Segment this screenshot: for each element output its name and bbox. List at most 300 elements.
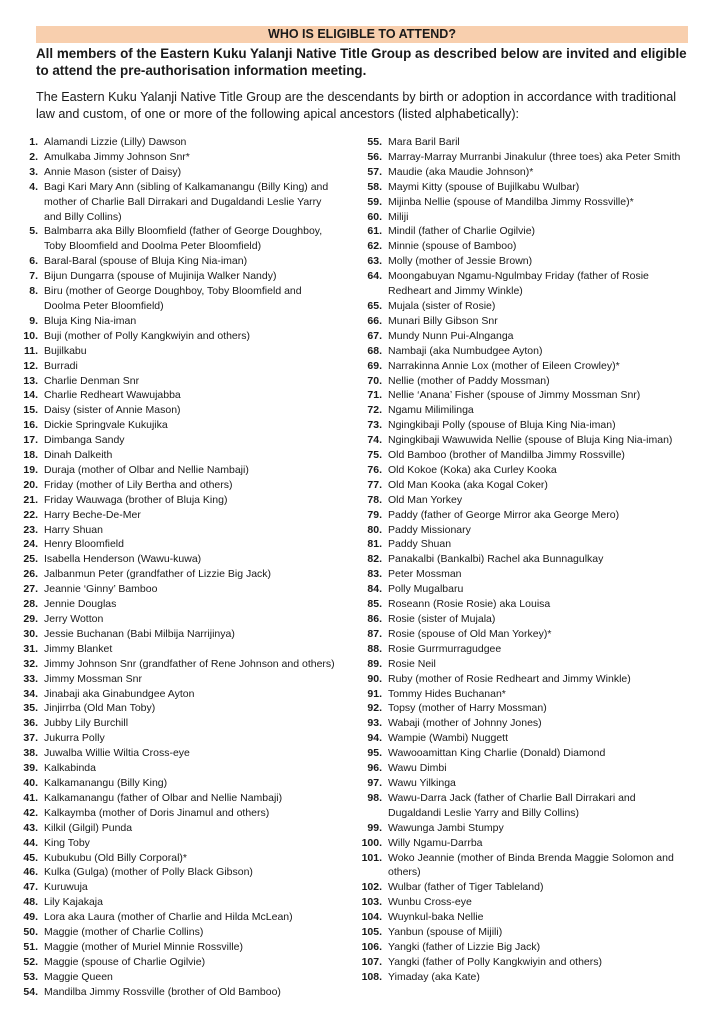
list-item-number: 100.	[361, 836, 382, 849]
list-item-number: 105.	[361, 926, 382, 939]
list-item-number: 65.	[367, 299, 382, 312]
list-item-text: Kalkamanangu (father of Olbar and Nellie Nambaji)	[44, 791, 283, 804]
list-item-text: Rosie (sister of Mujala)	[388, 613, 496, 625]
list-item-text: King Toby	[44, 836, 90, 849]
list-item-text: Mijinba Nellie (spouse of Mandilba Jimmy Rossville)*	[388, 195, 634, 208]
list-item-text: Old Man Kooka (aka Kogal Coker)	[388, 478, 548, 491]
list-item	[355, 895, 685, 910]
list-item-number: 80.	[367, 523, 382, 536]
list-item-text: Kilkil (Gilgil) Punda	[44, 821, 133, 834]
list-item-number: 3.	[29, 165, 38, 178]
list-item-text: Miliji	[388, 210, 409, 223]
list-item-text: Wunbu Cross-eye	[388, 896, 472, 909]
list-item-text: Wawu Dimbi	[388, 762, 447, 775]
list-item	[355, 388, 685, 403]
list-item-number: 67.	[367, 329, 382, 342]
list-item-text: Jinjirrba (Old Man Toby)	[44, 702, 156, 715]
ancestor-list	[23, 135, 688, 1000]
list-item	[355, 508, 685, 523]
list-item-number: 6.	[29, 255, 38, 268]
list-item	[355, 880, 685, 895]
list-item-number: 85.	[367, 598, 382, 611]
list-item-number: 64.	[367, 270, 382, 283]
list-item-text: Panakalbi (Bankalbi) Rachel aka Bunnagulkay	[388, 553, 604, 566]
list-item	[17, 463, 335, 478]
list-item-number: 70.	[367, 374, 382, 387]
list-item	[17, 597, 335, 612]
list-item	[355, 567, 685, 582]
list-item-text: Wuynkul-baka Nellie	[388, 911, 484, 924]
list-item-text: Ruby (mother of Rosie Redheart and Jimmy Winkle)	[388, 672, 631, 685]
list-item-number: 107.	[361, 955, 382, 968]
list-item-text: Juwalba Willie Wiltia Cross-eye	[44, 747, 190, 760]
list-item	[17, 552, 335, 567]
list-item-number: 10.	[23, 329, 38, 342]
list-item	[17, 836, 335, 851]
list-item	[17, 821, 335, 836]
list-item-text: Rosie (spouse of Old Man Yorkey)*	[388, 627, 552, 640]
list-item-text: Alamandi Lizzie (Lilly) Dawson	[44, 136, 187, 148]
list-item-number: 24.	[23, 538, 38, 551]
list-item-text: Tommy Hides Buchanan*	[388, 687, 506, 700]
list-item-text: Polly Mugalbaru	[388, 583, 464, 596]
list-item-text: Paddy Missionary	[388, 523, 471, 536]
list-item-text: Kuruwuja	[44, 881, 88, 894]
list-item	[355, 955, 685, 970]
list-item	[17, 135, 335, 150]
list-item-text: Kalkabinda	[44, 762, 96, 775]
list-item-text: Topsy (mother of Harry Mossman)	[388, 702, 547, 715]
list-item-number: 63.	[367, 255, 382, 268]
list-item-number: 36.	[23, 717, 38, 730]
list-item	[17, 433, 335, 448]
list-item-text: Old Bamboo (brother of Mandilba Jimmy Rossville)	[388, 449, 625, 462]
list-item-number: 31.	[23, 642, 38, 655]
list-item	[17, 880, 335, 895]
list-item-text: Balmbarra aka Billy Bloomfield (father of George Doughboy, Toby Bloomfield and Doolma Peter Bloomfield)	[44, 225, 323, 253]
list-item-number: 27.	[23, 583, 38, 596]
list-item-text: Ngamu Milimilinga	[388, 404, 474, 417]
list-item	[355, 195, 685, 210]
list-item	[17, 493, 335, 508]
list-item	[355, 746, 685, 761]
list-item	[355, 836, 685, 851]
list-item-text: Mara Baril Baril	[388, 136, 460, 148]
list-item	[355, 299, 685, 314]
list-item	[17, 478, 335, 493]
list-item-text: Peter Mossman	[388, 568, 462, 581]
list-item-number: 68.	[367, 344, 382, 357]
list-item	[355, 478, 685, 493]
list-item	[17, 970, 335, 985]
list-item-number: 99.	[367, 821, 382, 834]
list-item-text: Jinabaji aka Ginabundgee Ayton	[44, 687, 195, 700]
list-item	[17, 716, 335, 731]
list-item-text: Buji (mother of Polly Kangkwiyin and others)	[44, 329, 251, 342]
list-item-text: Old Man Yorkey	[388, 493, 463, 506]
list-item-number: 12.	[23, 359, 38, 372]
list-item	[355, 239, 685, 254]
list-item-text: Paddy Shuan	[388, 538, 452, 551]
list-item-text: Molly (mother of Jessie Brown)	[388, 255, 533, 268]
list-item-number: 4.	[29, 180, 38, 193]
list-item-text: Jukurra Polly	[44, 732, 105, 745]
list-item-text: Maudie (aka Maudie Johnson)*	[388, 165, 534, 178]
list-item-number: 30.	[23, 627, 38, 640]
list-item	[355, 970, 685, 985]
list-item	[17, 448, 335, 463]
list-item-number: 8.	[29, 285, 38, 298]
list-item	[17, 806, 335, 821]
list-item-number: 11.	[23, 344, 38, 357]
list-item	[17, 359, 335, 374]
list-item	[17, 851, 335, 866]
list-item-number: 22.	[23, 508, 38, 521]
list-item	[355, 210, 685, 225]
list-item-number: 47.	[23, 881, 38, 894]
list-item-number: 45.	[23, 851, 38, 864]
list-item-text: Friday Wauwaga (brother of Bluja King)	[44, 493, 228, 506]
list-item	[17, 985, 335, 1000]
list-item-number: 19.	[23, 463, 38, 476]
list-item	[17, 418, 335, 433]
list-item-text: Daisy (sister of Annie Mason)	[44, 404, 181, 417]
list-item	[355, 269, 685, 299]
list-item-number: 57.	[367, 165, 382, 178]
list-item-text: Jimmy Blanket	[44, 642, 113, 655]
list-item	[17, 642, 335, 657]
list-item-number: 75.	[367, 449, 382, 462]
list-item-number: 77.	[367, 478, 382, 491]
list-item	[355, 135, 685, 150]
list-item-number: 69.	[367, 359, 382, 372]
list-item-number: 56.	[367, 150, 382, 163]
list-item-number: 66.	[367, 314, 382, 327]
list-item-number: 93.	[367, 717, 382, 730]
list-item	[355, 672, 685, 687]
list-item-number: 86.	[367, 613, 382, 625]
list-item-text: Maggie Queen	[44, 970, 113, 983]
section-heading: WHO IS ELIGIBLE TO ATTEND?	[36, 26, 688, 43]
list-item	[17, 955, 335, 970]
list-item	[17, 925, 335, 940]
list-item	[355, 687, 685, 702]
list-item	[355, 150, 685, 165]
list-item	[355, 552, 685, 567]
list-item	[355, 180, 685, 195]
list-item	[355, 731, 685, 746]
list-item	[355, 448, 685, 463]
list-item	[17, 254, 335, 269]
list-item-number: 14.	[23, 389, 38, 402]
list-item-text: Nambaji (aka Numbudgee Ayton)	[388, 344, 543, 357]
list-item-number: 48.	[23, 896, 38, 909]
list-item-text: Maggie (mother of Charlie Collins)	[44, 926, 204, 939]
list-item	[17, 374, 335, 389]
list-item-text: Wulbar (father of Tiger Tableland)	[388, 881, 544, 894]
list-item	[17, 731, 335, 746]
list-item-number: 97.	[367, 776, 382, 789]
list-item	[355, 910, 685, 925]
list-item	[355, 597, 685, 612]
list-item-text: Minnie (spouse of Bamboo)	[388, 240, 517, 253]
list-item-number: 95.	[367, 747, 382, 760]
list-item-text: Mujala (sister of Rosie)	[388, 299, 496, 312]
list-item-number: 71.	[367, 389, 382, 402]
list-item-text: Mandilba Jimmy Rossville (brother of Old Bamboo)	[44, 985, 281, 998]
list-item-text: Mundy Nunn Pui-Alnganga	[388, 329, 514, 342]
list-item-text: Bijun Dungarra (spouse of Mujinija Walker Nandy)	[44, 270, 277, 283]
list-item	[355, 701, 685, 716]
list-item-number: 51.	[23, 940, 38, 953]
list-item-text: Nellie ‘Anana’ Fisher (spouse of Jimmy Mossman Snr)	[388, 389, 641, 402]
list-item-number: 18.	[23, 449, 38, 462]
list-item	[355, 374, 685, 389]
list-item-number: 98.	[367, 791, 382, 804]
list-item	[17, 627, 335, 642]
list-item	[355, 418, 685, 433]
list-item-number: 42.	[23, 806, 38, 819]
list-item-number: 16.	[23, 419, 38, 432]
list-item	[355, 329, 685, 344]
list-item-number: 26.	[23, 568, 38, 581]
list-item-text: Maggie (mother of Muriel Minnie Rossville)	[44, 940, 243, 953]
list-item-text: Paddy (father of George Mirror aka George Mero)	[388, 508, 620, 521]
list-item	[355, 925, 685, 940]
list-item	[355, 761, 685, 776]
list-item	[17, 791, 335, 806]
list-item	[355, 537, 685, 552]
list-item-text: Nellie (mother of Paddy Mossman)	[388, 374, 550, 387]
list-item-text: Yanbun (spouse of Mijili)	[388, 926, 503, 939]
list-item-number: 92.	[367, 702, 382, 715]
list-item-number: 2.	[29, 150, 38, 163]
list-item-number: 83.	[367, 568, 382, 581]
list-item	[355, 463, 685, 478]
list-item-number: 90.	[367, 672, 382, 685]
list-item-number: 58.	[367, 180, 382, 193]
list-item-text: Rosie Gurrmurragudgee	[388, 642, 502, 655]
list-item-text: Bagi Kari Mary Ann (sibling of Kalkamanangu (Billy King) and mother of Charlie Ball Dirrakari and Dugaldandi Leslie Yarry and Billy Collins)	[44, 180, 329, 223]
list-item-number: 37.	[23, 732, 38, 745]
list-item	[355, 493, 685, 508]
list-item	[355, 582, 685, 597]
list-item-text: Yimaday (aka Kate)	[388, 970, 480, 983]
list-item-text: Mindil (father of Charlie Ogilvie)	[388, 225, 536, 238]
list-item	[355, 344, 685, 359]
list-item-number: 52.	[23, 955, 38, 968]
list-item	[355, 851, 685, 881]
list-item-text: Jessie Buchanan (Babi Milbija Narrijinya)	[44, 627, 235, 640]
list-item-text: Lily Kajakaja	[44, 896, 103, 909]
list-item	[355, 791, 685, 821]
list-item	[17, 746, 335, 761]
list-item-number: 89.	[367, 657, 382, 670]
list-item	[17, 865, 335, 880]
list-item-number: 82.	[367, 553, 382, 566]
list-item-number: 17.	[23, 434, 38, 447]
list-item-text: Wawu Yilkinga	[388, 776, 456, 789]
list-item-text: Willy Ngamu-Darrba	[388, 836, 483, 849]
list-item-number: 104.	[361, 911, 382, 924]
list-item-text: Harry Beche-De-Mer	[44, 508, 141, 521]
list-item-number: 79.	[367, 508, 382, 521]
list-item-text: Maymi Kitty (spouse of Bujilkabu Wulbar)	[388, 180, 580, 193]
list-item	[17, 523, 335, 538]
list-item-number: 15.	[23, 404, 38, 417]
list-item-text: Burradi	[44, 359, 78, 372]
list-item-number: 25.	[23, 553, 38, 566]
list-item-text: Wawooamittan King Charlie (Donald) Diamond	[388, 747, 606, 760]
list-item	[17, 224, 335, 254]
list-item-text: Jerry Wotton	[44, 613, 104, 625]
list-item-text: Jimmy Mossman Snr	[44, 672, 143, 685]
list-item	[17, 314, 335, 329]
list-item-text: Jennie Douglas	[44, 598, 117, 611]
list-item-text: Bujilkabu	[44, 344, 87, 357]
list-item-number: 72.	[367, 404, 382, 417]
list-item-text: Maggie (spouse of Charlie Ogilvie)	[44, 955, 206, 968]
list-item	[355, 612, 685, 627]
list-item-text: Jimmy Johnson Snr (grandfather of Rene Johnson and others)	[44, 657, 335, 670]
list-item-text: Woko Jeannie (mother of Binda Brenda Maggie Solomon and others)	[388, 851, 674, 879]
list-item-number: 29.	[23, 613, 38, 625]
list-item-number: 73.	[367, 419, 382, 432]
list-item-text: Harry Shuan	[44, 523, 103, 536]
list-item-text: Ngingkibaji Wawuwida Nellie (spouse of Bluja King Nia-iman)	[388, 434, 673, 447]
list-item	[17, 672, 335, 687]
list-item-text: Jeannie ‘Ginny’ Bamboo	[44, 583, 158, 596]
list-item-text: Duraja (mother of Olbar and Nellie Nambaji)	[44, 463, 249, 476]
group-description: The Eastern Kuku Yalanji Native Title Group are the descendants by birth or adoption in accordance with traditional law and custom, of one or more of the following apical ancestors (listed alphabetically):	[36, 90, 677, 121]
list-item	[17, 344, 335, 359]
ancestor-column-right	[355, 135, 685, 1000]
list-item	[17, 701, 335, 716]
list-item-text: Isabella Henderson (Wawu-kuwa)	[44, 553, 202, 566]
list-item-text: Kubukubu (Old Billy Corporal)*	[44, 851, 187, 864]
list-item-number: 23.	[23, 523, 38, 536]
list-item-text: Henry Bloomfield	[44, 538, 124, 551]
list-item	[355, 403, 685, 418]
list-item-number: 50.	[23, 926, 38, 939]
list-item-text: Wawunga Jambi Stumpy	[388, 821, 504, 834]
list-item-number: 13.	[23, 374, 38, 387]
list-item-number: 78.	[367, 493, 382, 506]
list-item	[355, 359, 685, 374]
list-item-text: Jubby Lily Burchill	[44, 717, 129, 730]
list-item	[17, 940, 335, 955]
list-item-number: 91.	[367, 687, 382, 700]
list-item	[17, 329, 335, 344]
list-item	[17, 687, 335, 702]
list-item-text: Kalkaymba (mother of Doris Jinamul and others)	[44, 806, 270, 819]
list-item-number: 33.	[23, 672, 38, 685]
list-item	[355, 642, 685, 657]
list-item-text: Annie Mason (sister of Daisy)	[44, 165, 182, 178]
list-item	[17, 150, 335, 165]
list-item-number: 7.	[29, 270, 38, 283]
list-item	[355, 314, 685, 329]
list-item-text: Charlie Denman Snr	[44, 374, 140, 387]
list-item-text: Wabaji (mother of Johnny Jones)	[388, 717, 542, 730]
ancestor-column-left	[17, 135, 335, 1000]
list-item-number: 55.	[367, 136, 382, 148]
list-item	[355, 523, 685, 538]
list-item-text: Baral-Baral (spouse of Bluja King Nia-iman)	[44, 255, 248, 268]
list-item-number: 101.	[361, 851, 382, 864]
list-item-text: Charlie Redheart Wawujabba	[44, 389, 181, 402]
list-item-number: 59.	[367, 195, 382, 208]
list-item-text: Bluja King Nia-iman	[44, 314, 137, 327]
list-item	[355, 254, 685, 269]
list-item-number: 62.	[367, 240, 382, 253]
list-item-text: Friday (mother of Lily Bertha and others)	[44, 478, 233, 491]
list-item-number: 54.	[23, 985, 38, 998]
list-item-number: 20.	[23, 478, 38, 491]
list-item	[17, 269, 335, 284]
list-item-number: 76.	[367, 463, 382, 476]
list-item-text: Amulkaba Jimmy Johnson Snr*	[44, 150, 190, 163]
list-item-number: 94.	[367, 732, 382, 745]
list-item-number: 60.	[367, 210, 382, 223]
list-item-text: Rosie Neil	[388, 657, 436, 670]
list-item-number: 53.	[23, 970, 38, 983]
list-item	[17, 388, 335, 403]
list-item-text: Wampie (Wambi) Nuggett	[388, 732, 509, 745]
list-item-number: 103.	[361, 896, 382, 909]
list-item-text: Marray-Marray Murranbi Jinakulur (three toes) aka Peter Smith	[388, 150, 681, 163]
list-item-text: Yangki (father of Polly Kangkwiyin and others)	[388, 955, 602, 968]
list-item-number: 32.	[23, 657, 38, 670]
list-item-number: 96.	[367, 762, 382, 775]
list-item-text: Moongabuyan Ngamu-Ngulmbay Friday (father of Rosie Redheart and Jimmy Winkle)	[388, 270, 649, 298]
list-item-number: 35.	[23, 702, 38, 715]
list-item	[17, 761, 335, 776]
list-item-text: Roseann (Rosie Rosie) aka Louisa	[388, 598, 551, 611]
list-item-text: Ngingkibaji Polly (spouse of Bluja King Nia-iman)	[388, 419, 616, 432]
list-item-text: Jalbanmun Peter (grandfather of Lizzie Big Jack)	[44, 568, 272, 581]
list-item-number: 81.	[367, 538, 382, 551]
list-item-number: 46.	[23, 866, 38, 879]
list-item-number: 5.	[29, 225, 38, 238]
list-item-number: 28.	[23, 598, 38, 611]
list-item-number: 74.	[367, 434, 382, 447]
list-item	[17, 284, 335, 314]
list-item-text: Dickie Springvale Kukujika	[44, 419, 168, 432]
list-item-text: Old Kokoe (Koka) aka Curley Kooka	[388, 463, 557, 476]
list-item	[17, 657, 335, 672]
list-item-text: Yangki (father of Lizzie Big Jack)	[388, 940, 541, 953]
list-item-number: 41.	[23, 791, 38, 804]
list-item-number: 108.	[361, 970, 382, 983]
list-item	[355, 224, 685, 239]
list-item-number: 87.	[367, 627, 382, 640]
list-item-text: Kulka (Gulga) (mother of Polly Black Gibson)	[44, 866, 253, 879]
list-item-text: Munari Billy Gibson Snr	[388, 314, 498, 327]
list-item-number: 49.	[23, 911, 38, 924]
list-item-text: Kalkamanangu (Billy King)	[44, 776, 168, 789]
list-item	[355, 165, 685, 180]
list-item	[17, 776, 335, 791]
list-item-number: 40.	[23, 776, 38, 789]
list-item-number: 44.	[23, 836, 38, 849]
list-item-number: 34.	[23, 687, 38, 700]
list-item-number: 61.	[367, 225, 382, 238]
list-item-text: Dinah Dalkeith	[44, 449, 113, 462]
list-item	[355, 716, 685, 731]
list-item-number: 21.	[23, 493, 38, 506]
list-item-text: Narrakinna Annie Lox (mother of Eileen Crowley)*	[388, 359, 620, 372]
